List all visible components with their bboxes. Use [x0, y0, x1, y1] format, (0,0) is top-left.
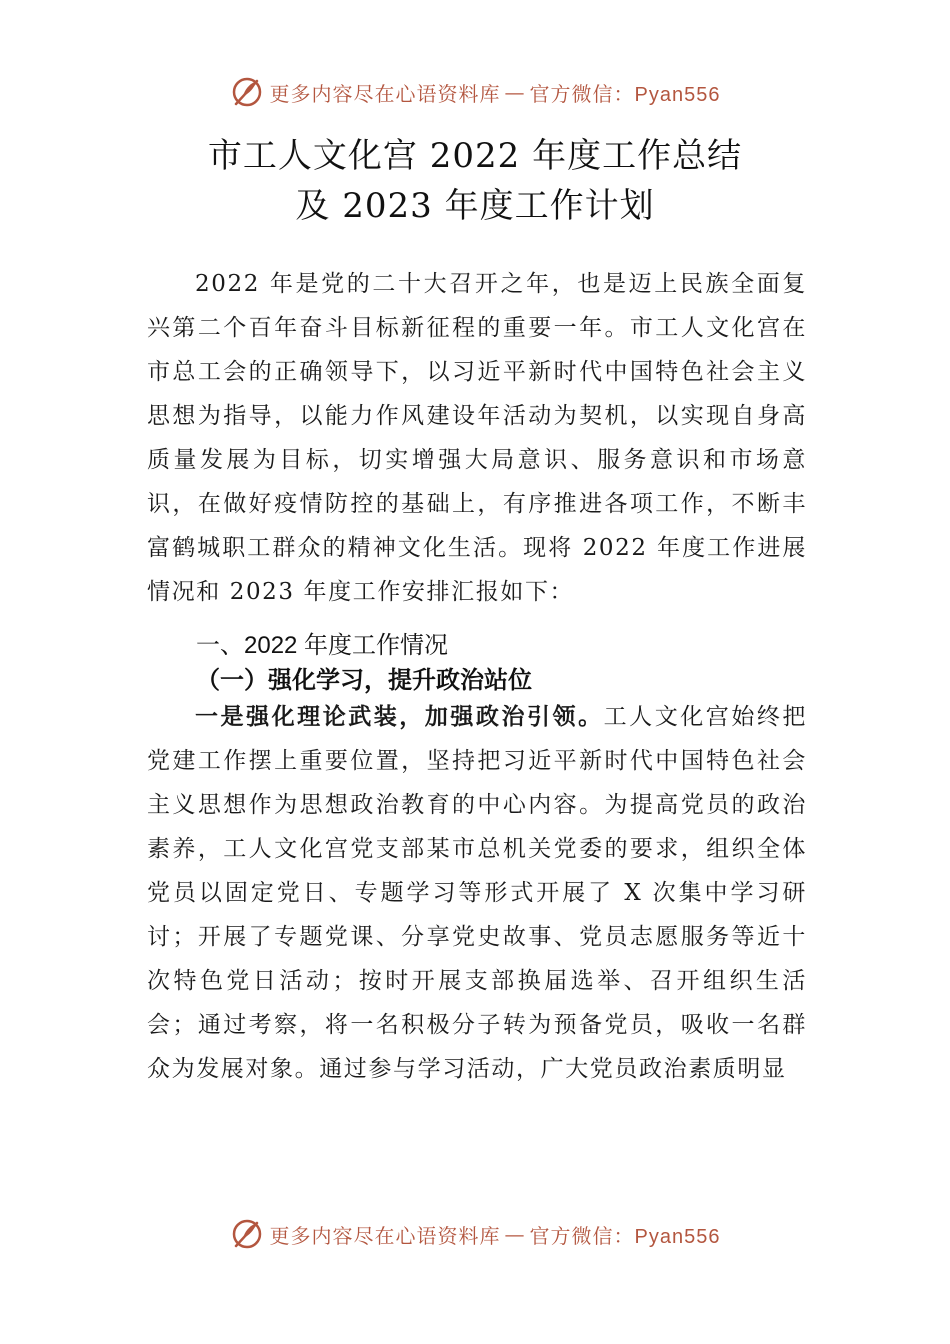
header-watermark-banner	[0, 72, 950, 112]
footer-watermark-banner	[0, 1214, 950, 1254]
subsection-heading-1: （一）强化学习，提升政治站位	[196, 667, 532, 694]
banner-separator: —	[504, 80, 526, 104]
banner-separator: —	[504, 1222, 526, 1246]
paragraph-lead-phrase: 一是强化理论武装，加强政治引领。	[195, 703, 604, 729]
banner-library-text: 更多内容尽在心语资料库	[269, 1223, 501, 1248]
paragraph-body-text: 工人文化宫始终把党建工作摆上重要位置，坚持把习近平新时代中国特色社会主义思想作为思想政治教育的中心内容。为提高党员的政治素养，工人文化宫党支部某市总机关党委的要求，组织全体党员以固定党日、专题学习等形式开展了 X 次集中学习研讨；开展了专题党课、分享党史故事、党员志愿服务等近十次特色党日活动；按时开展支部换届选举、召开组织生活会；通过考察，将一名积极分子转为预备党员，吸收一名群众为发展对象。通过参与学习活动，广大党员政治素质明显	[147, 704, 807, 1082]
section-heading-1: 一、2022 年度工作情况	[196, 632, 449, 659]
quill-logo-icon	[230, 1217, 264, 1251]
banner-wechat-text: 官方微信：Pyan556	[529, 1225, 721, 1248]
quill-logo-icon	[230, 75, 264, 109]
intro-paragraph: 2022 年是党的二十大召开之年，也是迈上民族全面复兴第二个百年奋斗目标新征程的重要一年。市工人文化宫在市总工会的正确领导下，以习近平新时代中国特色社会主义思想为指导，以能力作风建设年活动为契机，以实现自身高质量发展为目标，切实增强大局意识、服务意识和市场意识，在做好疫情防控的基础上，有序推进各项工作，不断丰富鹤城职工群众的精神文化生活。现将 2022 年度工作进展情况和 2023 年度工作安排汇报如下：	[147, 271, 807, 605]
banner-library-text: 更多内容尽在心语资料库	[269, 81, 501, 106]
body-paragraph-1	[147, 694, 807, 1091]
banner-wechat-text: 官方微信：Pyan556	[529, 83, 721, 106]
document-title-line-1: 市工人文化宫 2022 年度工作总结	[207, 136, 743, 176]
document-title-line-2: 及 2023 年度工作计划	[295, 186, 655, 226]
